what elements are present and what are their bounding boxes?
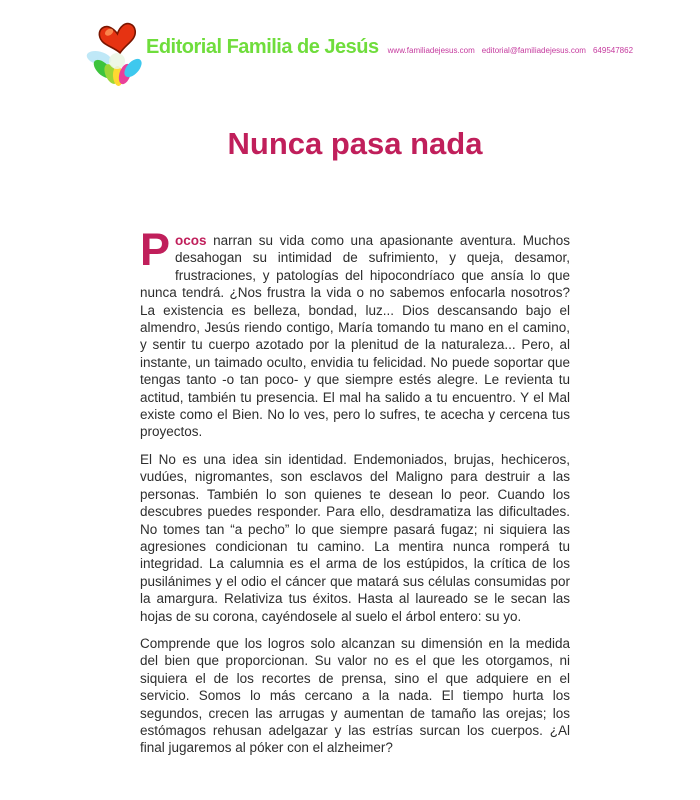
paragraph-1 — [140, 224, 570, 441]
header-text-row — [146, 36, 633, 59]
brand-name: Editorial Familia de Jesús — [146, 36, 379, 58]
dropcap-letter: P — [140, 224, 171, 275]
email-link[interactable]: editorial@familiadejesus.com — [481, 46, 586, 55]
hand-fingers — [86, 49, 145, 86]
paragraph-1-text: narran su vida como una apasionante aventura. Muchos desahogan su intimidad de sufrimiento, y queja, desamor, frustraciones, y patologías del hipocondríaco que ansía lo que nunca tendrá. ¿Nos frustra la vida o no sabemos enfocarla nosotros? La existencia es belleza, bondad, luz... Dios descansando bajo el almendro, Jesús riendo contigo, María tomando tu mano en el camino, y sentir tu cuerpo azotado por la plenitud de la naturaleza... Pero, al instante, un taimado oculto, envidia tu felicidad. No puede soportar que tengas tanto -o tan poco- y que siempre estés alegre. Le revienta tu actitud, también tu presencia. El mal ha salido a tu encuentro. Y el Mal existe como el Bien. No lo ves, pero lo sufres, te acecha y cercena tus proyectos. — [140, 233, 570, 440]
heart-hand-logo — [86, 20, 150, 86]
phone-number: 649547862 — [592, 46, 634, 55]
paragraph-2: El No es una idea sin identidad. Endemoniados, brujas, hechiceros, vudúes, nigromantes, son esclavos del Maligno para destruir a las personas. También lo son quienes te desean lo peor. Cuando los descubres puedes responder. Para ello, desdramatiza las dificultades. No tomes tan “a pecho” lo que siempre pasará fugaz; ni siquiera las agresiones condicionan tu camino. La mentira nunca romperá tu integridad. La calumnia es el arma de los estúpidos, la crítica de los pusilánimes y el odio el cáncer que matará sus células consumidas por la amargura. Relativiza tus éxitos. Hasta al laureado se le secan las hojas de su corona, cayéndosele al suelo el árbol entero: su yo. — [140, 451, 570, 624]
page-title: Nunca pasa nada — [227, 126, 483, 161]
article-body — [140, 224, 570, 767]
contact-info — [388, 46, 633, 55]
website-link[interactable]: www.familiadejesus.com — [387, 46, 475, 55]
paragraph-3: Comprende que los logros solo alcanzan su dimensión en la medida del bien que proporcionan. Su valor no es el que les otorgamos, ni siquiera el de los recortes de prensa, sino el que adquiere en el servicio. Somos lo más cercano a la nada. El tiempo hurta los segundos, crecen las arrugas y aumentan de tamaño las orejas; los estómagos rehusan adelgazar y las estrías surcan los cuerpos. ¿Al final jugaremos al póker con el alzheimer? — [140, 635, 570, 756]
lead-word-rest: ocos — [175, 233, 207, 248]
heart-icon — [98, 23, 138, 56]
